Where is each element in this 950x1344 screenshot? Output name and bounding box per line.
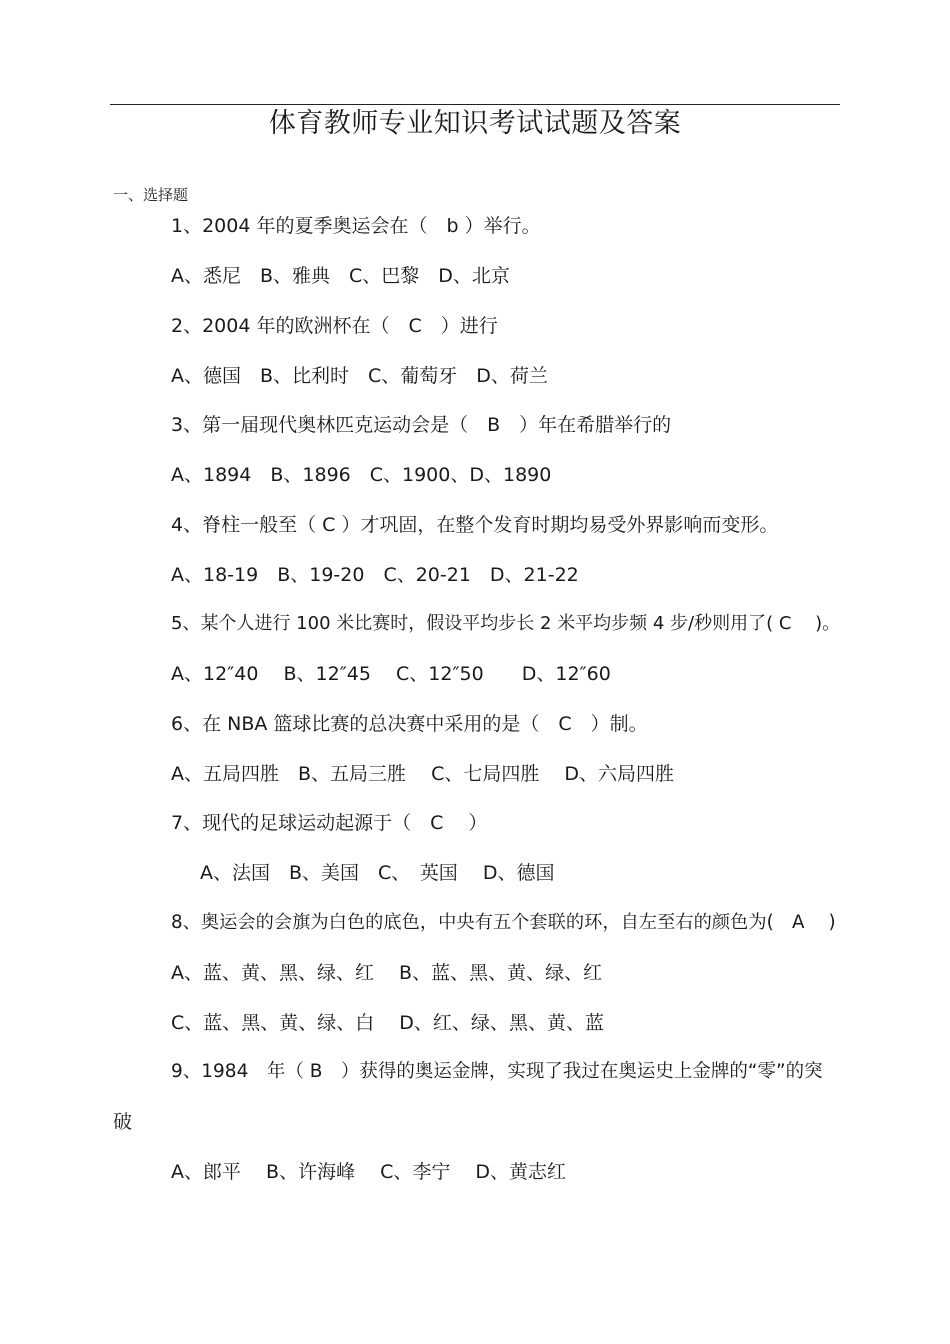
question-2: 2、2004 年的欧洲杯在（ C ）进行	[171, 315, 498, 337]
question-9-continued: 破	[113, 1111, 133, 1133]
question-9-options: A、郎平 B、许海峰 C、李宁 D、黄志红	[171, 1161, 567, 1183]
question-1: 1、2004 年的夏季奥运会在（ b ）举行。	[171, 215, 541, 237]
question-6: 6、在 NBA 篮球比赛的总决赛中采用的是（ C ）制。	[171, 713, 648, 735]
question-3: 3、第一届现代奥林匹克运动会是（ B ）年在希腊举行的	[171, 414, 672, 436]
question-8-options-cd: C、蓝、黑、黄、绿、白 D、红、绿、黑、黄、蓝	[171, 1012, 604, 1034]
question-4-options: A、18-19 B、19-20 C、20-21 D、21-22	[171, 564, 579, 586]
question-7-options: A、法国 B、美国 C、 英国 D、德国	[200, 862, 555, 884]
question-2-options: A、德国 B、比利时 C、葡萄牙 D、荷兰	[171, 365, 548, 387]
question-8: 8、奥运会的会旗为白色的底色，中央有五个套联的环，自左至右的颜色为( A )	[171, 912, 836, 933]
question-4: 4、脊柱一般至（ C ）才巩固，在整个发育时期均易受外界影响而变形。	[171, 514, 779, 536]
question-9: 9、1984 年（ B ）获得的奥运金牌，实现了我过在奥运史上金牌的“零”的突	[171, 1061, 823, 1082]
page-title: 体育教师专业知识考试试题及答案	[268, 108, 682, 139]
section-heading: 一、选择题	[113, 186, 189, 204]
question-7: 7、现代的足球运动起源于（ C ）	[171, 812, 488, 834]
question-5-options: A、12″40 B、12″45 C、12″50 D、12″60	[171, 663, 611, 685]
question-5: 5、某个人进行 100 米比赛时，假设平均步长 2 米平均步频 4 步/秒则用了( C )。	[171, 613, 841, 634]
question-3-options: A、1894 B、1896 C、1900、D、1890	[171, 464, 552, 486]
question-6-options: A、五局四胜 B、五局三胜 C、七局四胜 D、六局四胜	[171, 763, 675, 785]
question-1-options: A、悉尼 B、雅典 C、巴黎 D、北京	[171, 265, 510, 287]
question-8-options-ab: A、蓝、黄、黑、绿、红 B、蓝、黑、黄、绿、红	[171, 962, 603, 984]
